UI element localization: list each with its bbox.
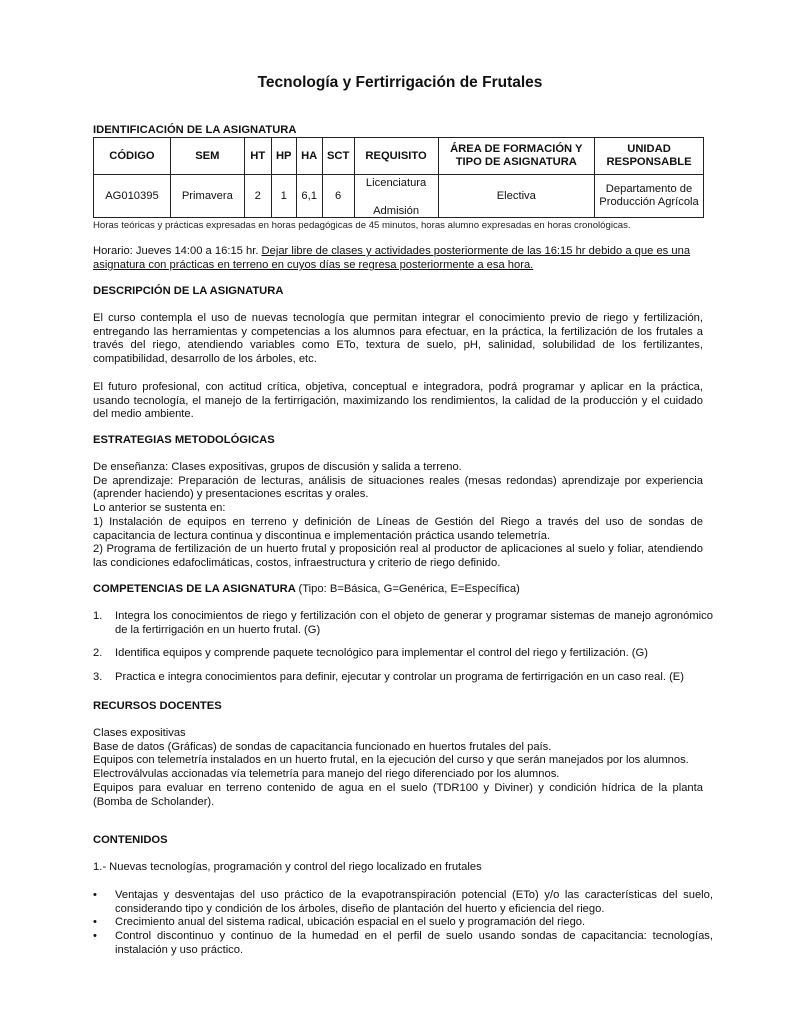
bullet-icon: •: [93, 916, 97, 929]
header-unidad-line1: UNIDAD: [627, 143, 671, 155]
recursos-line-3: Equipos con telemetría instalados en un huerto frutal, en la ejecución del curso y que serán manejados por los alumnos.: [93, 754, 689, 767]
header-unidad-line2: RESPONSABLE: [606, 156, 692, 168]
header-ht: HT: [244, 138, 271, 175]
contenidos-unidad-1: 1.- Nuevas tecnologías, programación y control del riego localizado en frutales: [93, 861, 482, 873]
list-item: [93, 930, 713, 957]
header-codigo: CÓDIGO: [94, 138, 171, 175]
cell-hp: 1: [271, 175, 296, 218]
horario-label: Horario: Jueves 14:00 a 16:15 hr.: [93, 245, 259, 257]
recursos-line-4: Electroválvulas accionadas vía telemetría para manejo del riego diferenciado por los alumnos.: [93, 768, 560, 781]
competencia-number: 2.: [93, 647, 103, 660]
cell-requisito-line2: Admisión: [373, 205, 420, 217]
cell-ha: 6,1: [296, 175, 322, 218]
cell-ht: 2: [244, 175, 271, 218]
cell-sem: Primavera: [170, 175, 244, 218]
contenido-text: Control discontinuo y continuo de la humedad en el perfil de suelo usando sondas de capacitancia: tecnologías, instalación y uso práctico.: [115, 930, 713, 956]
competencia-text: Practica e integra conocimientos para definir, ejecutar y controlar un programa de fertirrigación en un caso real. (E): [115, 671, 684, 684]
descripcion-paragraph-2: El futuro profesional, con actitud crítica, objetiva, conceptual e integradora, podrá programar y aplicar en la práctica, usando tecnología, el manejo de la fertirrigación, maximizando los rendimientos, la calidad de la producción y el cuidado del medio ambiente.: [93, 381, 703, 421]
horario-detail: Dejar libre de clases y actividades posteriormente de las 16:15 hr debido a que es una asignatura con prácticas en terreno en cuyos días se regresa posteriormente a esa hora.: [93, 245, 691, 271]
header-hp: HP: [271, 138, 296, 175]
estrategias-sustento: Lo anterior se sustenta en:: [93, 502, 226, 515]
cell-requisito-line1: Licenciatura: [365, 177, 427, 189]
table-header-row: [94, 138, 704, 175]
recursos-line-1: Clases expositivas: [93, 727, 186, 739]
estrategias-item-1: 1) Instalación de equipos en terreno y definición de Líneas de Gestión del Riego a través del uso de sondas de capacitancia de lectura continua y discontinua e implementación práctica usando telemetría.: [93, 515, 703, 542]
competencias-title: COMPETENCIAS DE LA ASIGNATURA: [93, 583, 296, 595]
header-unidad: [595, 138, 704, 175]
cell-sct: 6: [322, 175, 354, 218]
contenido-text: Crecimiento anual del sistema radical, ubicación espacial en el suelo y programación del riego.: [115, 916, 586, 929]
header-ha: HA: [296, 138, 322, 175]
bullet-icon: •: [93, 889, 97, 901]
cell-unidad: [595, 175, 704, 218]
contenido-text: Ventajas y desventajas del uso práctico de la evapotranspiración potencial (ETo) y/o las características del suelo, considerando tipo y condición de los árboles, diseño de plantación del huerto y eficiencia del riego.: [115, 889, 713, 915]
list-item: [93, 889, 713, 916]
competencia-number: 1.: [93, 610, 103, 622]
header-sem: SEM: [170, 138, 244, 175]
bullet-icon: •: [93, 930, 97, 943]
section-heading-recursos: RECURSOS DOCENTES: [93, 700, 222, 712]
header-requisito: REQUISITO: [354, 138, 438, 175]
header-sct: SCT: [322, 138, 354, 175]
competencias-list: [93, 610, 713, 695]
estrategias-block: [93, 461, 703, 571]
list-item: [93, 671, 713, 685]
cell-area: Electiva: [438, 175, 595, 218]
recursos-line-2: Base de datos (Gráficas) de sondas de capacitancia funcionado en huertos frutales del país.: [93, 740, 552, 753]
section-heading-identificacion: IDENTIFICACIÓN DE LA ASIGNATURA: [93, 124, 297, 136]
competencia-text: Identifica equipos y comprende paquete tecnológico para implementar el control del riego y fertilización. (G): [115, 647, 648, 660]
competencias-tipo: (Tipo: B=Básica, G=Genérica, E=Específica): [298, 583, 520, 595]
cell-codigo: AG010395: [94, 175, 171, 218]
cell-requisito: [354, 175, 438, 218]
estrategias-item-2: 2) Programa de fertilización de un huerto frutal y proposición real al productor de aplicaciones al suelo y foliar, atendiendo las condiciones edafoclimáticas, costos, infraestructura y criterio de riego definido.: [93, 543, 703, 569]
estrategias-ensenanza: De enseñanza: Clases expositivas, grupos de discusión y salida a terreno.: [93, 461, 462, 473]
competencia-number: 3.: [93, 671, 103, 684]
table-row: [94, 175, 704, 218]
recursos-line-5: Equipos para evaluar en terreno contenido de agua en el suelo (TDR100 y Diviner) y condición hídrica de la planta (Bomba de Scholander).: [93, 781, 703, 808]
asignatura-table: [93, 137, 704, 218]
cell-unidad-line2: Producción Agrícola: [599, 196, 699, 208]
list-item: [93, 916, 713, 930]
estrategias-aprendizaje: De aprendizaje: Preparación de lecturas, análisis de situaciones reales (mesas redondas) aprendizaje por experiencia (aprender haciendo) y presentaciones escritas y orales.: [93, 474, 703, 501]
section-heading-estrategias: ESTRATEGIAS METODOLÓGICAS: [93, 434, 275, 446]
recursos-block: [93, 727, 703, 809]
table-footnote: Horas teóricas y prácticas expresadas en horas pedagógicas de 45 minutos, horas alumno expresadas en horas cronológicas.: [93, 220, 631, 231]
section-heading-competencias: [93, 583, 520, 595]
document-title: Tecnología y Fertirrigación de Frutales: [257, 74, 543, 91]
cell-unidad-line1: Departamento de: [605, 183, 693, 195]
section-heading-descripcion: DESCRIPCIÓN DE LA ASIGNATURA: [93, 285, 284, 297]
header-area-line1: ÁREA DE FORMACIÓN Y: [450, 143, 583, 155]
contenidos-list: [93, 889, 713, 958]
list-item: [93, 647, 713, 661]
competencia-text: Integra los conocimientos de riego y fertilización con el objeto de generar y programar sistemas de manejo agronómico de la fertirrigación en un huerto frutal. (G): [115, 610, 713, 636]
header-area: [438, 138, 595, 175]
horario-paragraph: [93, 244, 718, 272]
section-heading-contenidos: CONTENIDOS: [93, 834, 168, 846]
list-item: [93, 610, 713, 637]
header-area-line2: TIPO DE ASIGNATURA: [455, 156, 577, 168]
descripcion-paragraph-1: El curso contempla el uso de nuevas tecnología que permitan integrar el conocimiento previo de riego y fertilización, entregando las herramientas y competencias a los alumnos para efectuar, en la práctica, la fertilización de los frutales a través del riego, atendiendo variables como ETo, textura de suelo, pH, salinidad, solubilidad de los fertilizantes, compatibilidad, desarrollo de los árboles, etc.: [93, 312, 703, 366]
